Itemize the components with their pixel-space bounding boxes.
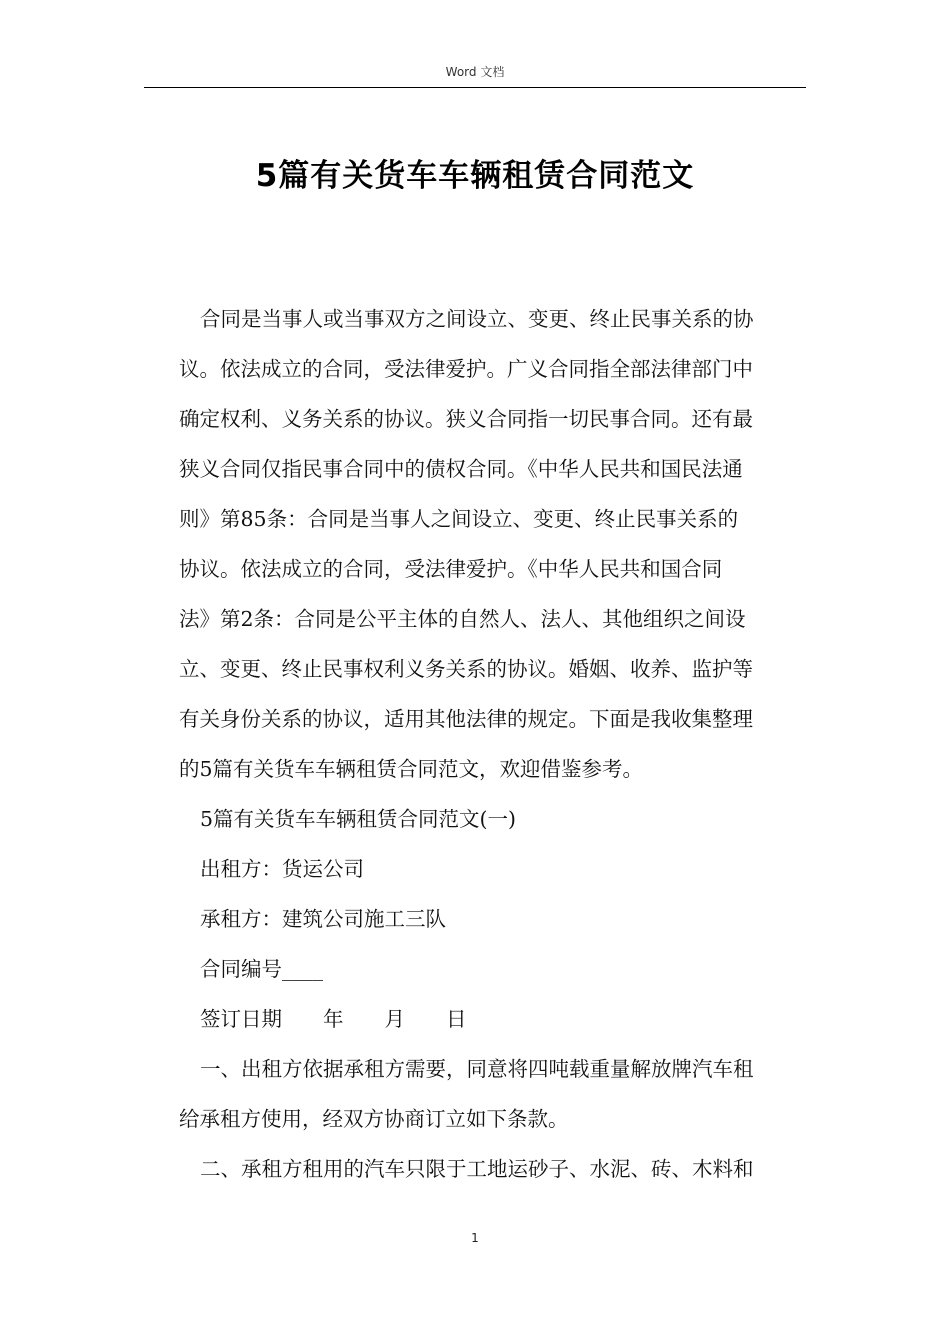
body-line: 法》第2条：合同是公平主体的自然人、法人、其他组织之间设	[179, 607, 746, 631]
section-heading: 5篇有关货车车辆租赁合同范文(一)	[200, 807, 517, 831]
body-line: 协议。依法成立的合同，受法律爱护。《中华人民共和国合同	[179, 557, 723, 581]
body-line: 则》第85条：合同是当事人之间设立、变更、终止民事关系的	[179, 507, 739, 531]
body-line: 有关身份关系的协议，适用其他法律的规定。下面是我收集整理	[179, 707, 753, 731]
document-body	[179, 294, 803, 1194]
clause-line: 给承租方使用，经双方协商订立如下条款。	[179, 1107, 569, 1131]
clause-line: 二、承租方租用的汽车只限于工地运砂子、水泥、砖、木料和	[200, 1157, 754, 1181]
document-title: 5篇有关货车车辆租赁合同范文	[255, 158, 695, 194]
lessee-line: 承租方：建筑公司施工三队	[200, 907, 446, 931]
body-line: 议。依法成立的合同，受法律爱护。广义合同指全部法律部门中	[179, 357, 753, 381]
signing-date-line: 签订日期 年 月 日	[200, 1007, 467, 1031]
header-divider	[144, 87, 806, 88]
body-line: 的5篇有关货车车辆租赁合同范文，欢迎借鉴参考。	[179, 757, 644, 781]
clause-line: 一、出租方依据承租方需要，同意将四吨载重量解放牌汽车租	[200, 1057, 754, 1081]
lessor-line: 出租方：货运公司	[200, 857, 364, 881]
body-line: 确定权利、义务关系的协议。狭义合同指一切民事合同。还有最	[179, 407, 753, 431]
page-header: Word 文档	[445, 65, 505, 79]
body-line: 狭义合同仅指民事合同中的债权合同。《中华人民共和国民法通	[179, 457, 743, 481]
body-line: 合同是当事人或当事双方之间设立、变更、终止民事关系的协	[200, 307, 754, 331]
body-line: 立、变更、终止民事权利义务关系的协议。婚姻、收养、监护等	[179, 657, 753, 681]
page-number: 1	[471, 1231, 479, 1245]
contract-number-line: 合同编号____	[200, 957, 323, 981]
